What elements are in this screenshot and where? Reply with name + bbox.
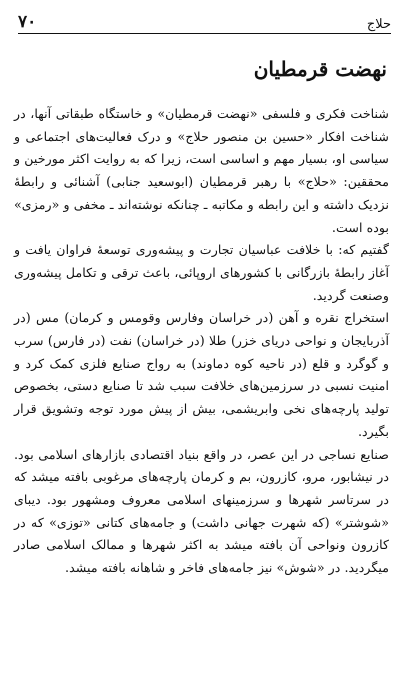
running-title: حلاج: [366, 17, 391, 32]
section-title: نهضت قرمطیان: [253, 57, 387, 81]
page-number: ۷۰: [18, 12, 37, 32]
paragraph-1: شناخت فکری و فلسفی «نهضت قرمطیان» و خاستگاه طبقاتی آنها، در شناخت افکار «حسین بن منصور حلاج» و درک فعالیت‌های اجتماعی و سیاسی او، بسیار مهم و اساسی است، زیرا که به روایت اکثر مورخین و محققین: «حلاج» با رهبر قرمطیان (ابوسعید جنابی) آشنائی و رابطهٔ نزدیک داشته و این رابطه و مکاتبه ـ چنانکه نوشته‌اند ـ مخفی و «رمزی» بوده است.: [14, 106, 389, 235]
body-text: [14, 103, 389, 580]
paragraph-3: استخراج نقره و آهن (در خراسان وفارس وقومس و کرمان) مس (در آذربایجان و نواحی دریای خزر) طلا (در خراسان) نفت (در فارس) سرب و گوگرد و قلع (در ناحیه کوه دماوند) به رواج صنایع فلزی کمک کرد و امنیت نسبی در سرزمین‌های خلافت سبب شد تا صنایع دستی، بخصوص تولید پارچه‌های نخی وابریشمی، بیش از پیش مورد توجه وتشویق قرار بگیرد.: [14, 310, 389, 439]
paragraph-4: صنایع نساجی در این عصر، در واقع بنیاد اقتصادی بازارهای اسلامی بود. در نیشابور، مرو، کازرون، بم و کرمان پارچه‌های مرغوبی بافته میشد که در سرتاسر شهرها و سرزمینهای اسلامی معروف ومشهور بود. دیبای «شوشتر» (که شهرت جهانی داشت) و جامه‌های کتانی «توزی» که در کازرون ونواحی آن بافته میشد به اکثر شهرها و ممالک اسلامی صادر میگردید. در «شوش» نیز جامه‌های فاخر و شاهانه بافته میشد.: [14, 446, 389, 576]
paragraph-2: گفتیم که: با خلافت عباسیان تجارت و پیشه‌وری توسعهٔ فراوان یافت و آغاز رابطهٔ بازرگانی با کشورهای اروپائی، باعث ترقی و تکامل پیشه‌وری وصنعت گردید.: [14, 242, 389, 303]
page-header: [18, 6, 391, 32]
header-rule: [18, 33, 391, 34]
